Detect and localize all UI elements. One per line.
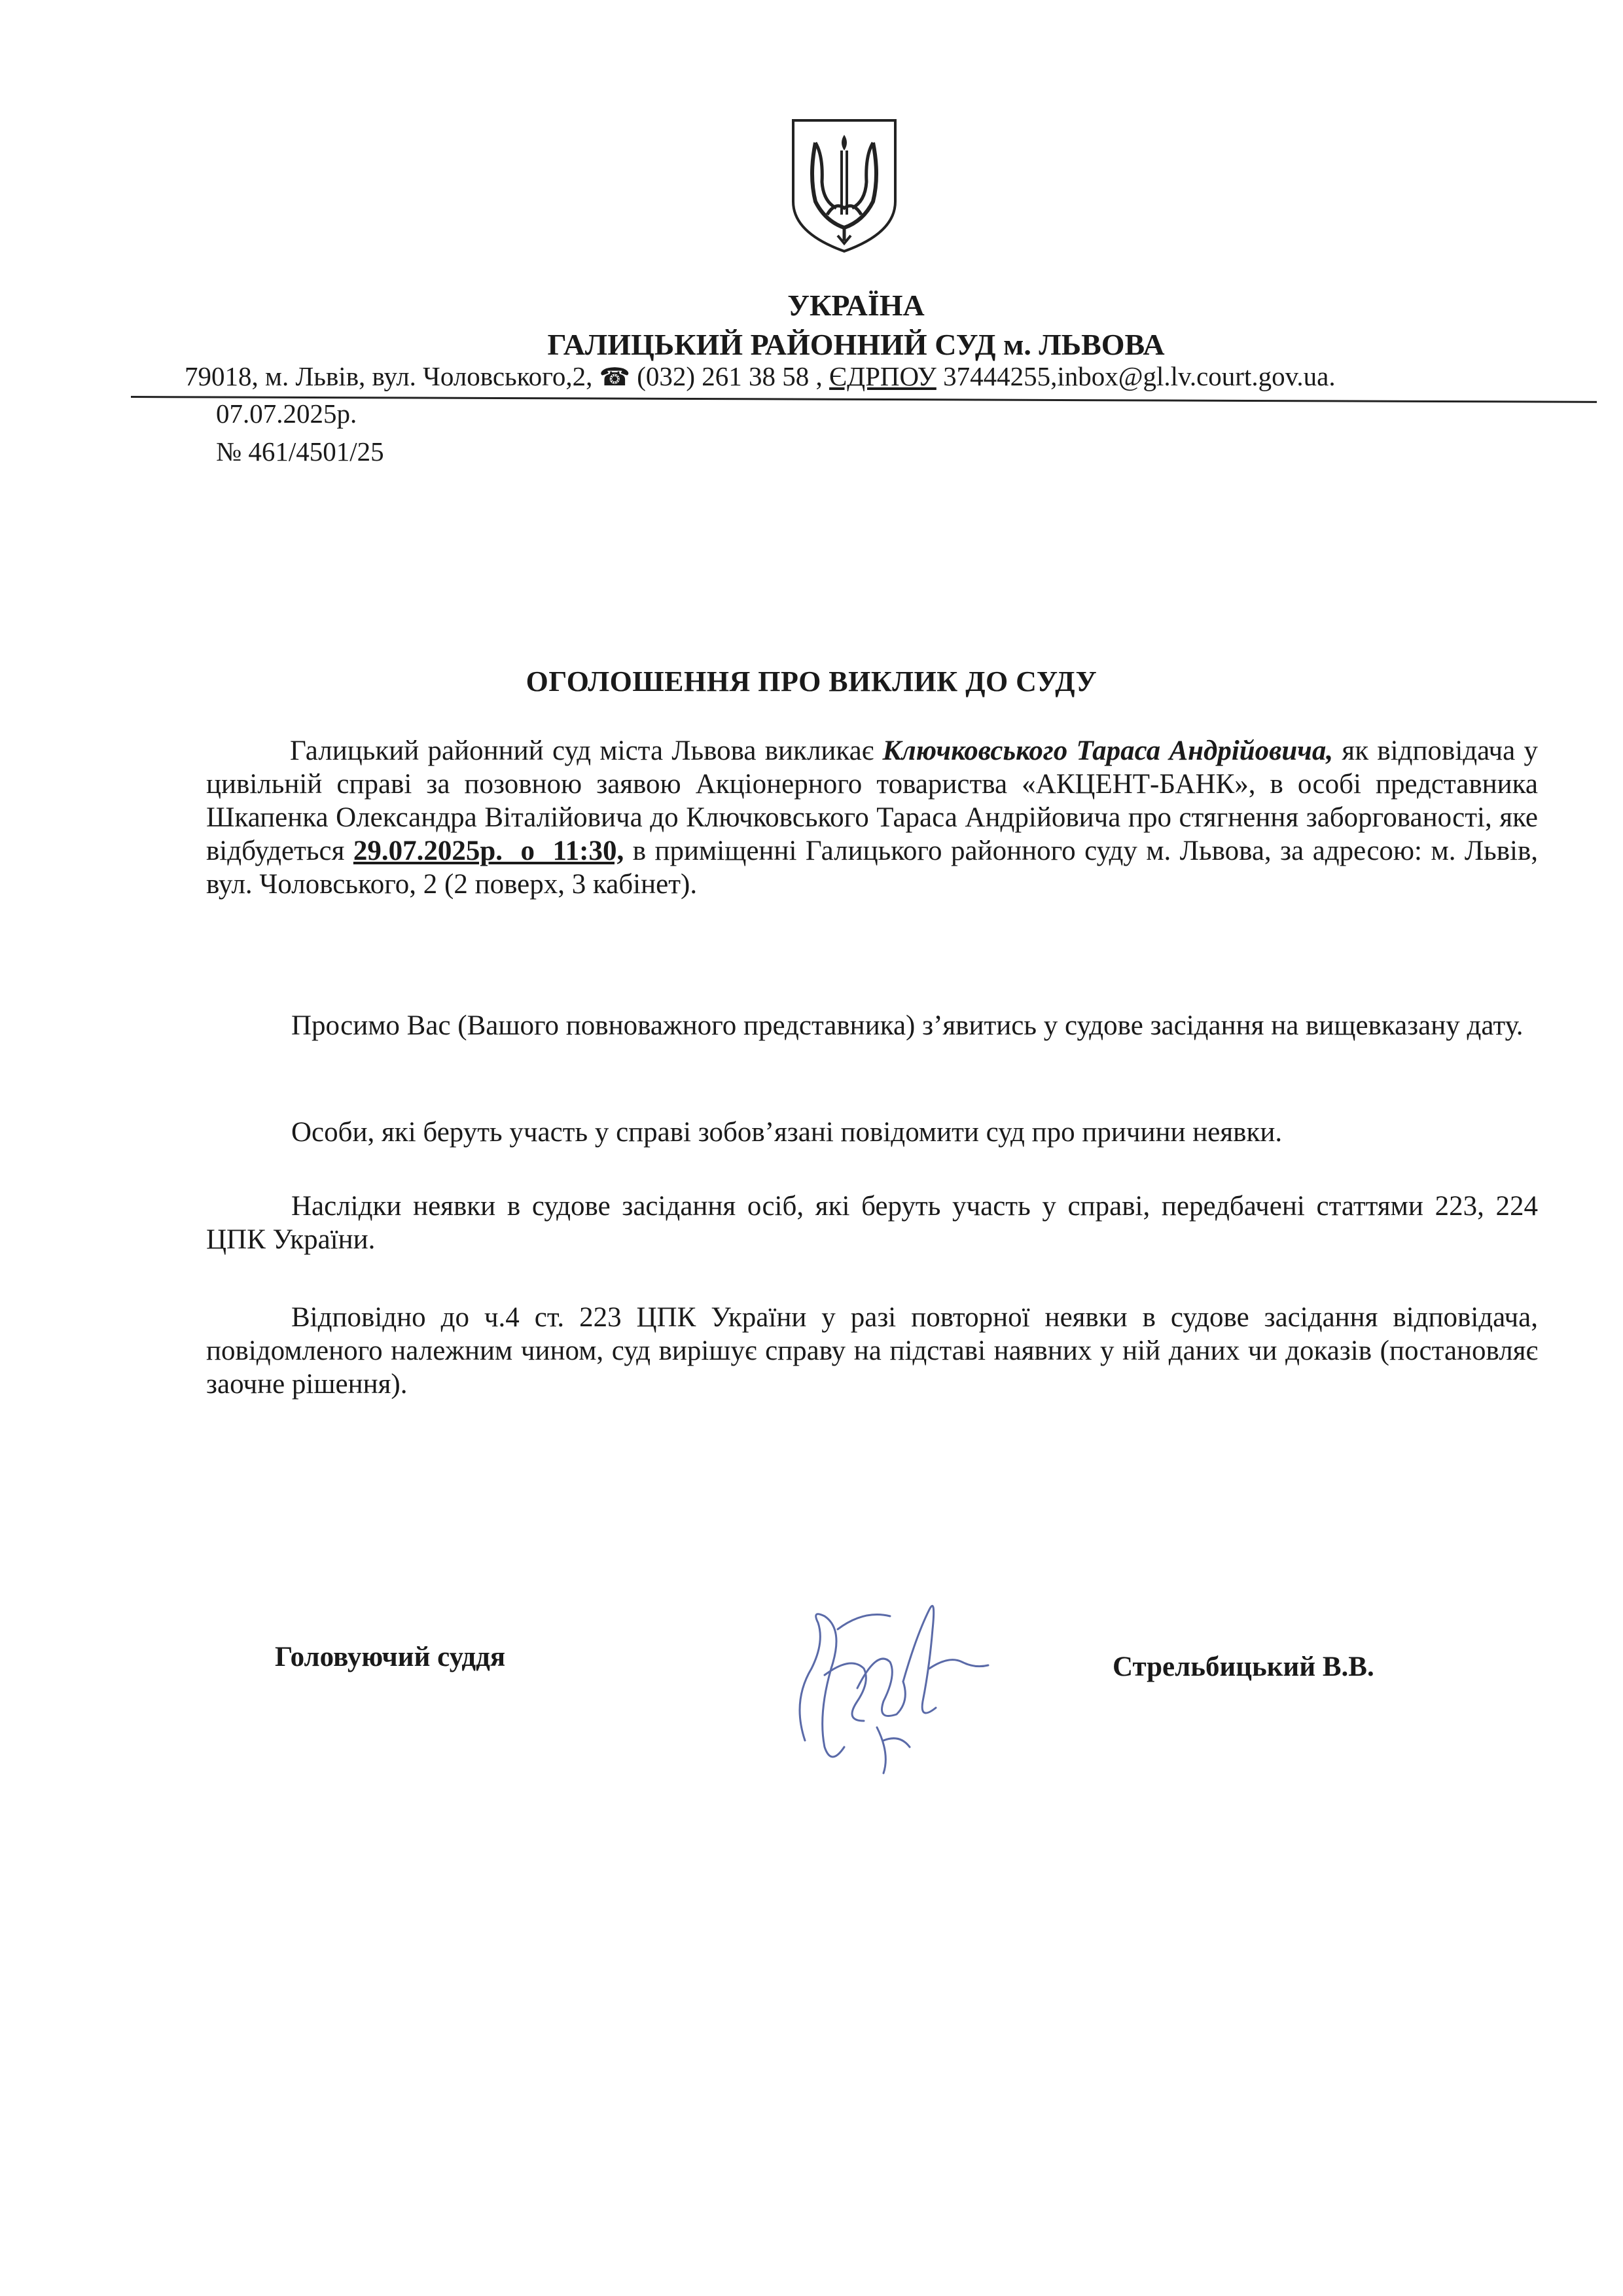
paragraph-summons	[206, 734, 1538, 901]
hearing-datetime: 29.07.2025р. о 11:30,	[353, 836, 624, 866]
edrpou-and-email: 37444255,inbox@gl.lv.court.gov.ua.	[936, 361, 1336, 391]
trident-coat-of-arms-icon	[789, 116, 899, 255]
paragraph-obligation	[206, 1116, 1538, 1149]
court-address	[185, 360, 1336, 394]
paragraph-request	[206, 1009, 1538, 1042]
address-text: 79018, м. Львів, вул. Чоловського,2,	[185, 361, 599, 391]
consequences-text: Наслідки неявки в судове засідання осіб, які беруть участь у справі, передбачені статтями 223, 224 ЦПК України.	[206, 1191, 1538, 1255]
request-text: Просимо Вас (Вашого повноважного представника) з’явитись у судове засідання на вищевказану дату.	[291, 1010, 1524, 1041]
telephone-icon: ☎	[599, 364, 630, 391]
obligation-text: Особи, які беруть участь у справі зобов’язані повідомити суд про причини неявки.	[291, 1117, 1283, 1148]
document-date: 07.07.2025р.	[216, 398, 357, 429]
case-number: № 461/4501/25	[216, 436, 384, 467]
summons-location: в приміщенні Галицького районного суду м. Львова, за адресою: м. Львів, вул. Чоловського, 2 (2 поверх, 3 кабінет).	[206, 836, 1539, 900]
summons-details: як відповідача у цивільній справі за позовною заявою Акціонерного товариства «АКЦЕНТ-БАНК», в особі представника Шкапенка Олександра Віталійовича до Ключковського Тараса Андрійовича про стягнення заборгованості, яке відбудеться	[206, 735, 1538, 866]
default-judgment-text: Відповідно до ч.4 ст. 223 ЦПК України у разі повторної неявки в судове засідання відповідача, повідомленого належним чином, суд вирішує справу на підставі наявних у ній даних чи доказів (постановляє заочне рішення).	[206, 1302, 1538, 1400]
paragraph-consequences	[206, 1190, 1538, 1256]
defendant-name: Ключковського Тараса Андрійовича,	[882, 735, 1334, 766]
header-country: УКРАЇНА	[787, 289, 925, 322]
signer-name: Стрельбицький В.В.	[1113, 1651, 1374, 1682]
document-title: ОГОЛОШЕННЯ ПРО ВИКЛИК ДО СУДУ	[526, 665, 1097, 698]
edrpou-label: ЄДРПОУ	[829, 361, 936, 391]
phone-number: (032) 261 38 58 ,	[630, 361, 830, 391]
paragraph-default-judgment	[206, 1301, 1538, 1401]
summons-intro: Галицький районний суд міста Львова викликає	[290, 735, 883, 766]
header-court-name: ГАЛИЦЬКИЙ РАЙОННИЙ СУД м. ЛЬВОВА	[547, 328, 1165, 361]
handwritten-signature	[779, 1570, 1001, 1780]
signer-role: Головуючий суддя	[275, 1642, 506, 1672]
